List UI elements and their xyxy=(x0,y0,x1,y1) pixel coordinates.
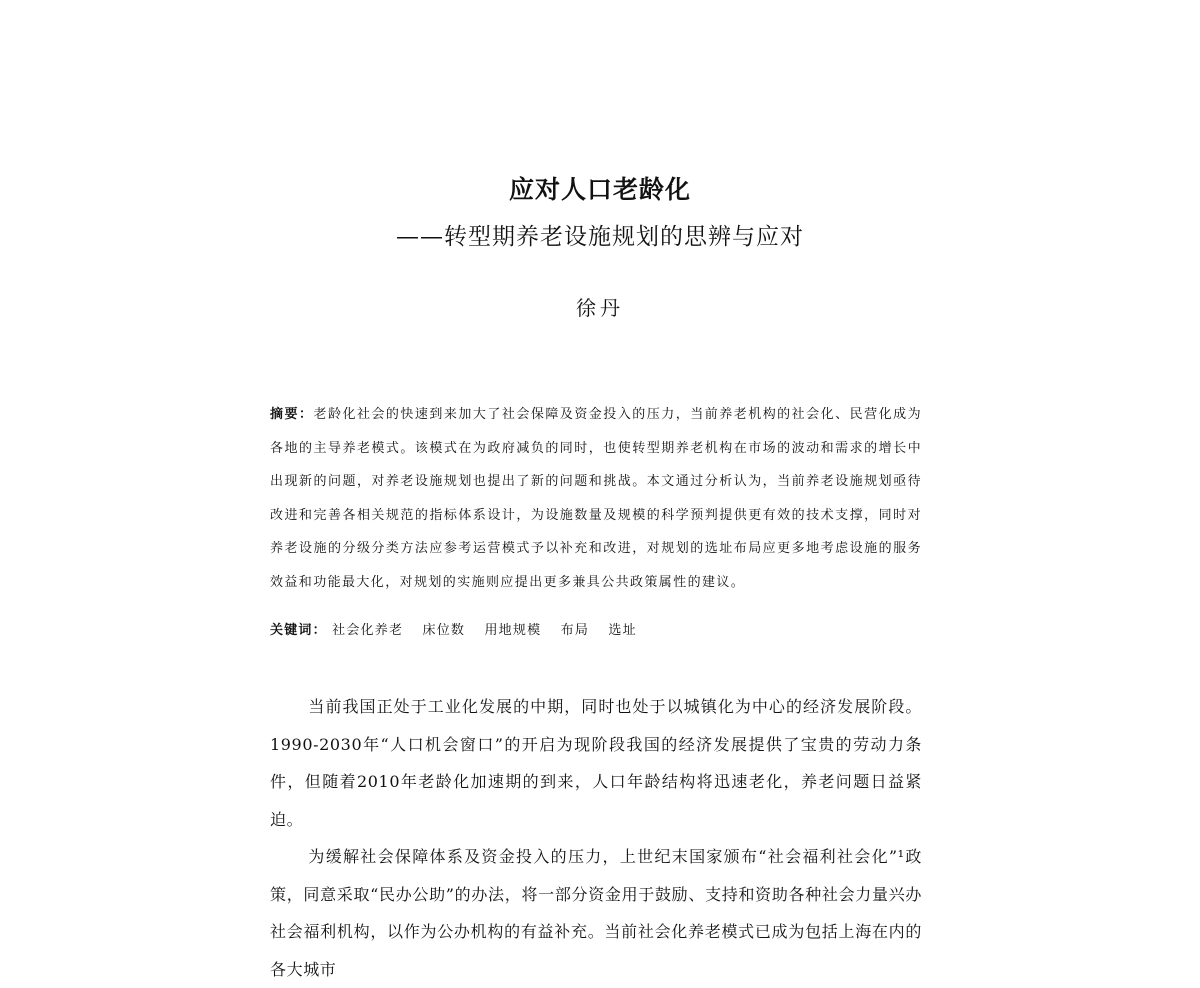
paper-title: 应对人口老龄化 xyxy=(508,175,691,204)
body-text xyxy=(270,688,922,988)
keywords xyxy=(270,619,922,643)
keyword-item: 选址 xyxy=(608,623,637,638)
keyword-item: 床位数 xyxy=(422,623,466,638)
keyword-item: 用地规模 xyxy=(484,623,542,638)
abstract-text: 老龄化社会的快速到来加大了社会保障及资金投入的压力，当前养老机构的社会化、民营化成为各地的主导养老模式。该模式在为政府减负的同时，也使转型期养老机构在市场的波动和需求的增长中出现新的问题，对养老设施规划也提出了新的问题和挑战。本文通过分析认为，当前养老设施规划亟待改进和完善各相关规范的指标体系设计，为设施数量及规模的科学预判提供更有效的技术支撑，同时对养老设施的分级分类方法应参考运营模式予以补充和改进，对规划的选址布局应更多地考虑设施的服务效益和功能最大化，对规划的实施则应提出更多兼具公共政策属性的建议。 xyxy=(270,407,922,590)
paper-subtitle: ——转型期养老设施规划的思辨与应对 xyxy=(396,224,804,250)
abstract-label: 摘要： xyxy=(270,407,314,422)
abstract xyxy=(270,398,922,599)
body-paragraph: 当前我国正处于工业化发展的中期，同时也处于以城镇化为中心的经济发展阶段。1990-2030年“人口机会窗口”的开启为现阶段我国的经济发展提供了宝贵的劳动力条件，但随着2010年老龄化加速期的到来，人口年龄结构将迅速老化，养老问题日益紧迫。 xyxy=(270,697,922,829)
keyword-item: 社会化养老 xyxy=(332,623,404,638)
author-name: 徐丹 xyxy=(576,296,624,320)
keyword-item: 布局 xyxy=(560,623,590,638)
body-paragraph: 为缓解社会保障体系及资金投入的压力，上世纪末国家颁布“社会福利社会化”¹政策，同意采取“民办公助”的办法，将一部分资金用于鼓励、支持和资助各种社会力量兴办社会福利机构，以作为公办机构的有益补充。当前社会化养老模式已成为包括上海在内的各大城市 xyxy=(270,847,922,979)
keywords-label: 关键词： xyxy=(270,623,327,638)
